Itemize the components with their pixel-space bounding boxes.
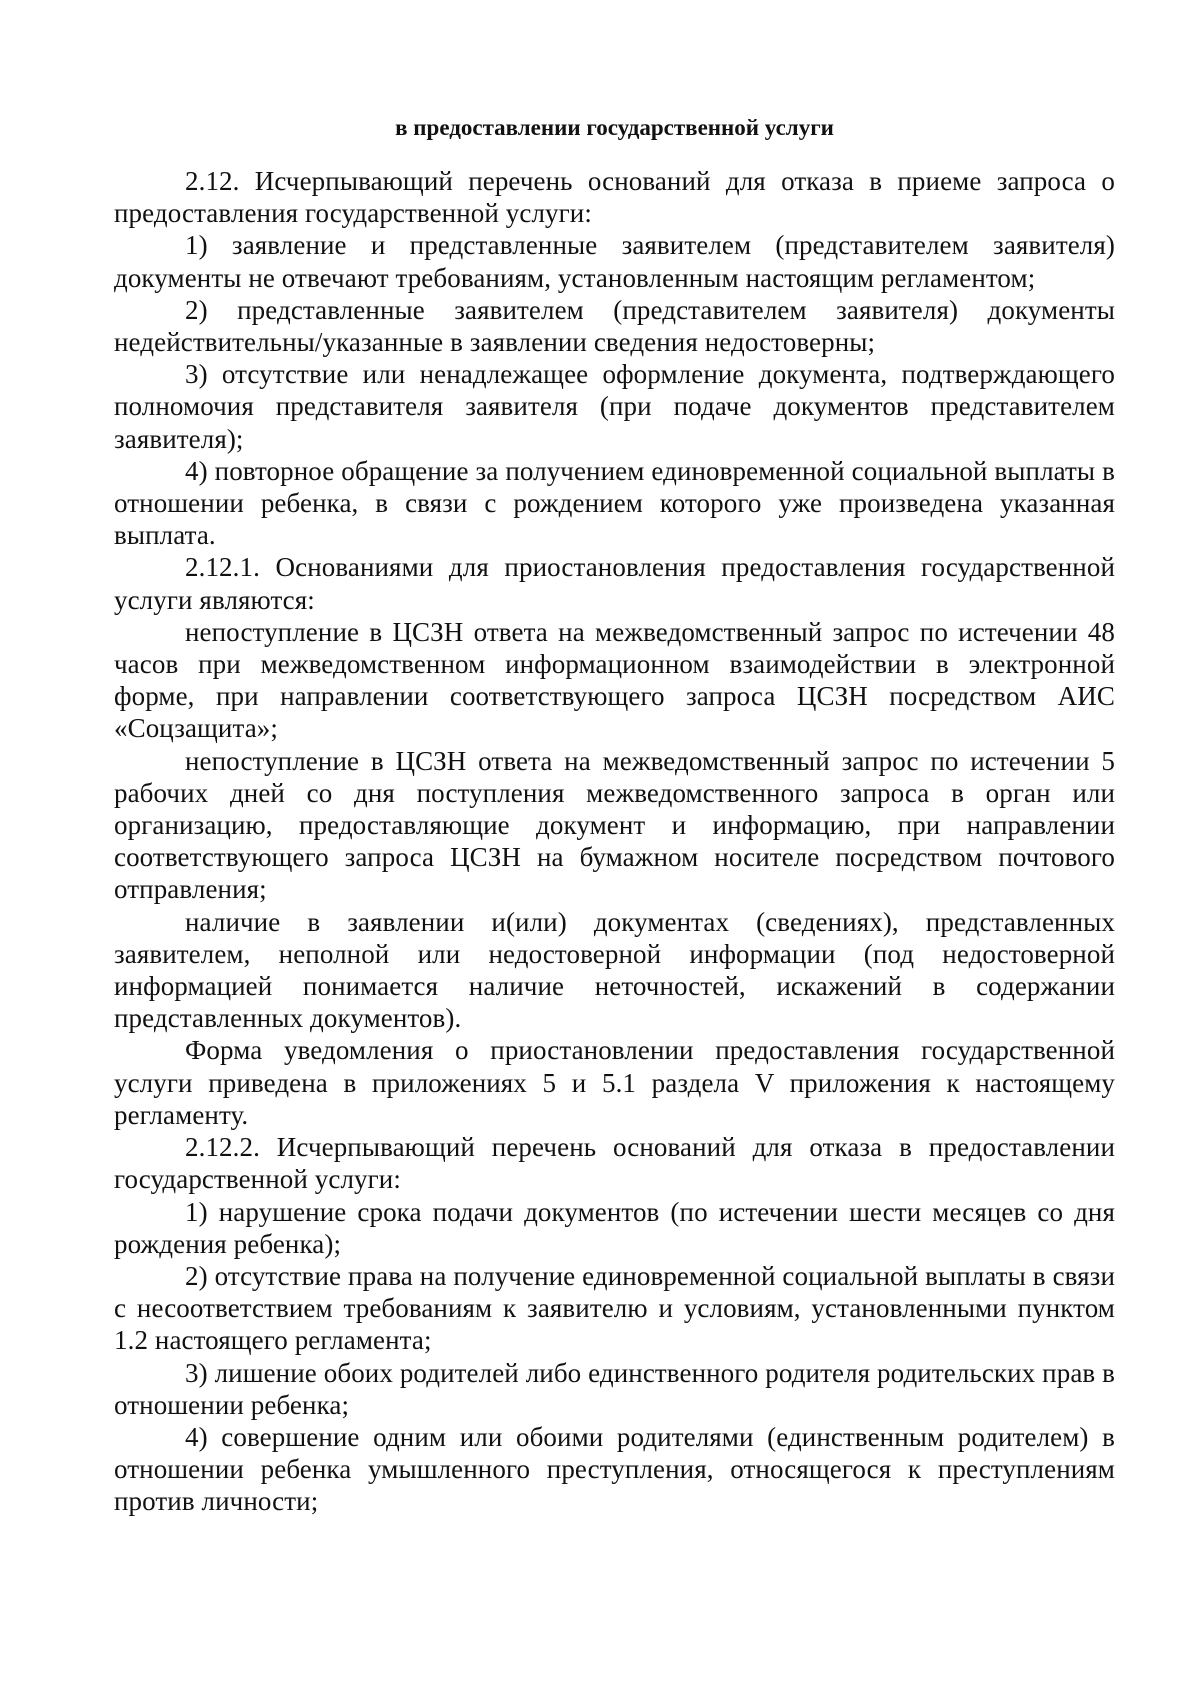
paragraph-2-12-item-3: 3) отсутствие или ненадлежащее оформление документа, подтверждающего полномочия представителя заявителя (при подаче документов представителем заявителя); [114, 359, 1115, 454]
paragraph-notification-form: Форма уведомления о приостановлении предоставления государственной услуги приведена в приложениях 5 и 5.1 раздела V приложения к настоящему регламенту. [114, 1035, 1115, 1130]
paragraph-2-12-1-ground-3: наличие в заявлении и(или) документах (сведениях), представленных заявителем, неполной или недостоверной информации (под недостоверной информацией понимается наличие неточностей, искажений в содержании представленных документов). [114, 906, 1115, 1034]
paragraph-2-12: 2.12. Исчерпывающий перечень оснований для отказа в приеме запроса о предоставления государственной услуги: [114, 166, 1115, 229]
document-body [114, 112, 1115, 1518]
paragraph-2-12-1: 2.12.1. Основаниями для приостановления предоставления государственной услуги являются: [114, 552, 1115, 615]
paragraph-2-12-2-item-4: 4) совершение одним или обоими родителями (единственным родителем) в отношении ребенка умышленного преступления, относящегося к преступлениям против личности; [114, 1421, 1115, 1517]
paragraph-2-12-2: 2.12.2. Исчерпывающий перечень оснований для отказа в предоставлении государственной услуги: [114, 1132, 1115, 1195]
paragraph-2-12-2-item-3: 3) лишение обоих родителей либо единственного родителя родительских прав в отношении ребенка; [114, 1357, 1115, 1420]
paragraph-2-12-1-ground-2: непоступление в ЦСЗН ответа на межведомственный запрос по истечении 5 рабочих дней со дня поступления межведомственного запроса в орган или организацию, предоставляющие документ и информацию, при направлении соответствующего запроса ЦСЗН на бумажном носителе посредством почтового отправления; [114, 745, 1115, 905]
paragraph-2-12-item-4: 4) повторное обращение за получением единовременной социальной выплаты в отношении ребенка, в связи с рождением которого уже произведена указанная выплата. [114, 455, 1115, 551]
paragraph-2-12-2-item-2: 2) отсутствие права на получение единовременной социальной выплаты в связи с несоответствием требованиям к заявителю и условиям, установленными пунктом 1.2 настоящего регламента; [114, 1260, 1115, 1356]
paragraph-2-12-item-2: 2) представленные заявителем (представителем заявителя) документы недействительны/указанные в заявлении сведения недостоверны; [114, 294, 1115, 358]
paragraph-2-12-2-item-1: 1) нарушение срока подачи документов (по истечении шести месяцев со дня рождения ребенка); [114, 1196, 1115, 1259]
section-heading: в предоставлении государственной услуги [395, 115, 834, 140]
paragraph-2-12-item-1: 1) заявление и представленные заявителем (представителем заявителя) документы не отвечают требованиям, установленным настоящим регламентом; [114, 230, 1115, 293]
paragraph-2-12-1-ground-1: непоступление в ЦСЗН ответа на межведомственный запрос по истечении 48 часов при межведомственном информационном взаимодействии в электронной форме, при направлении соответствующего запроса ЦСЗН посредством АИС «Соцзащита»; [114, 616, 1115, 744]
